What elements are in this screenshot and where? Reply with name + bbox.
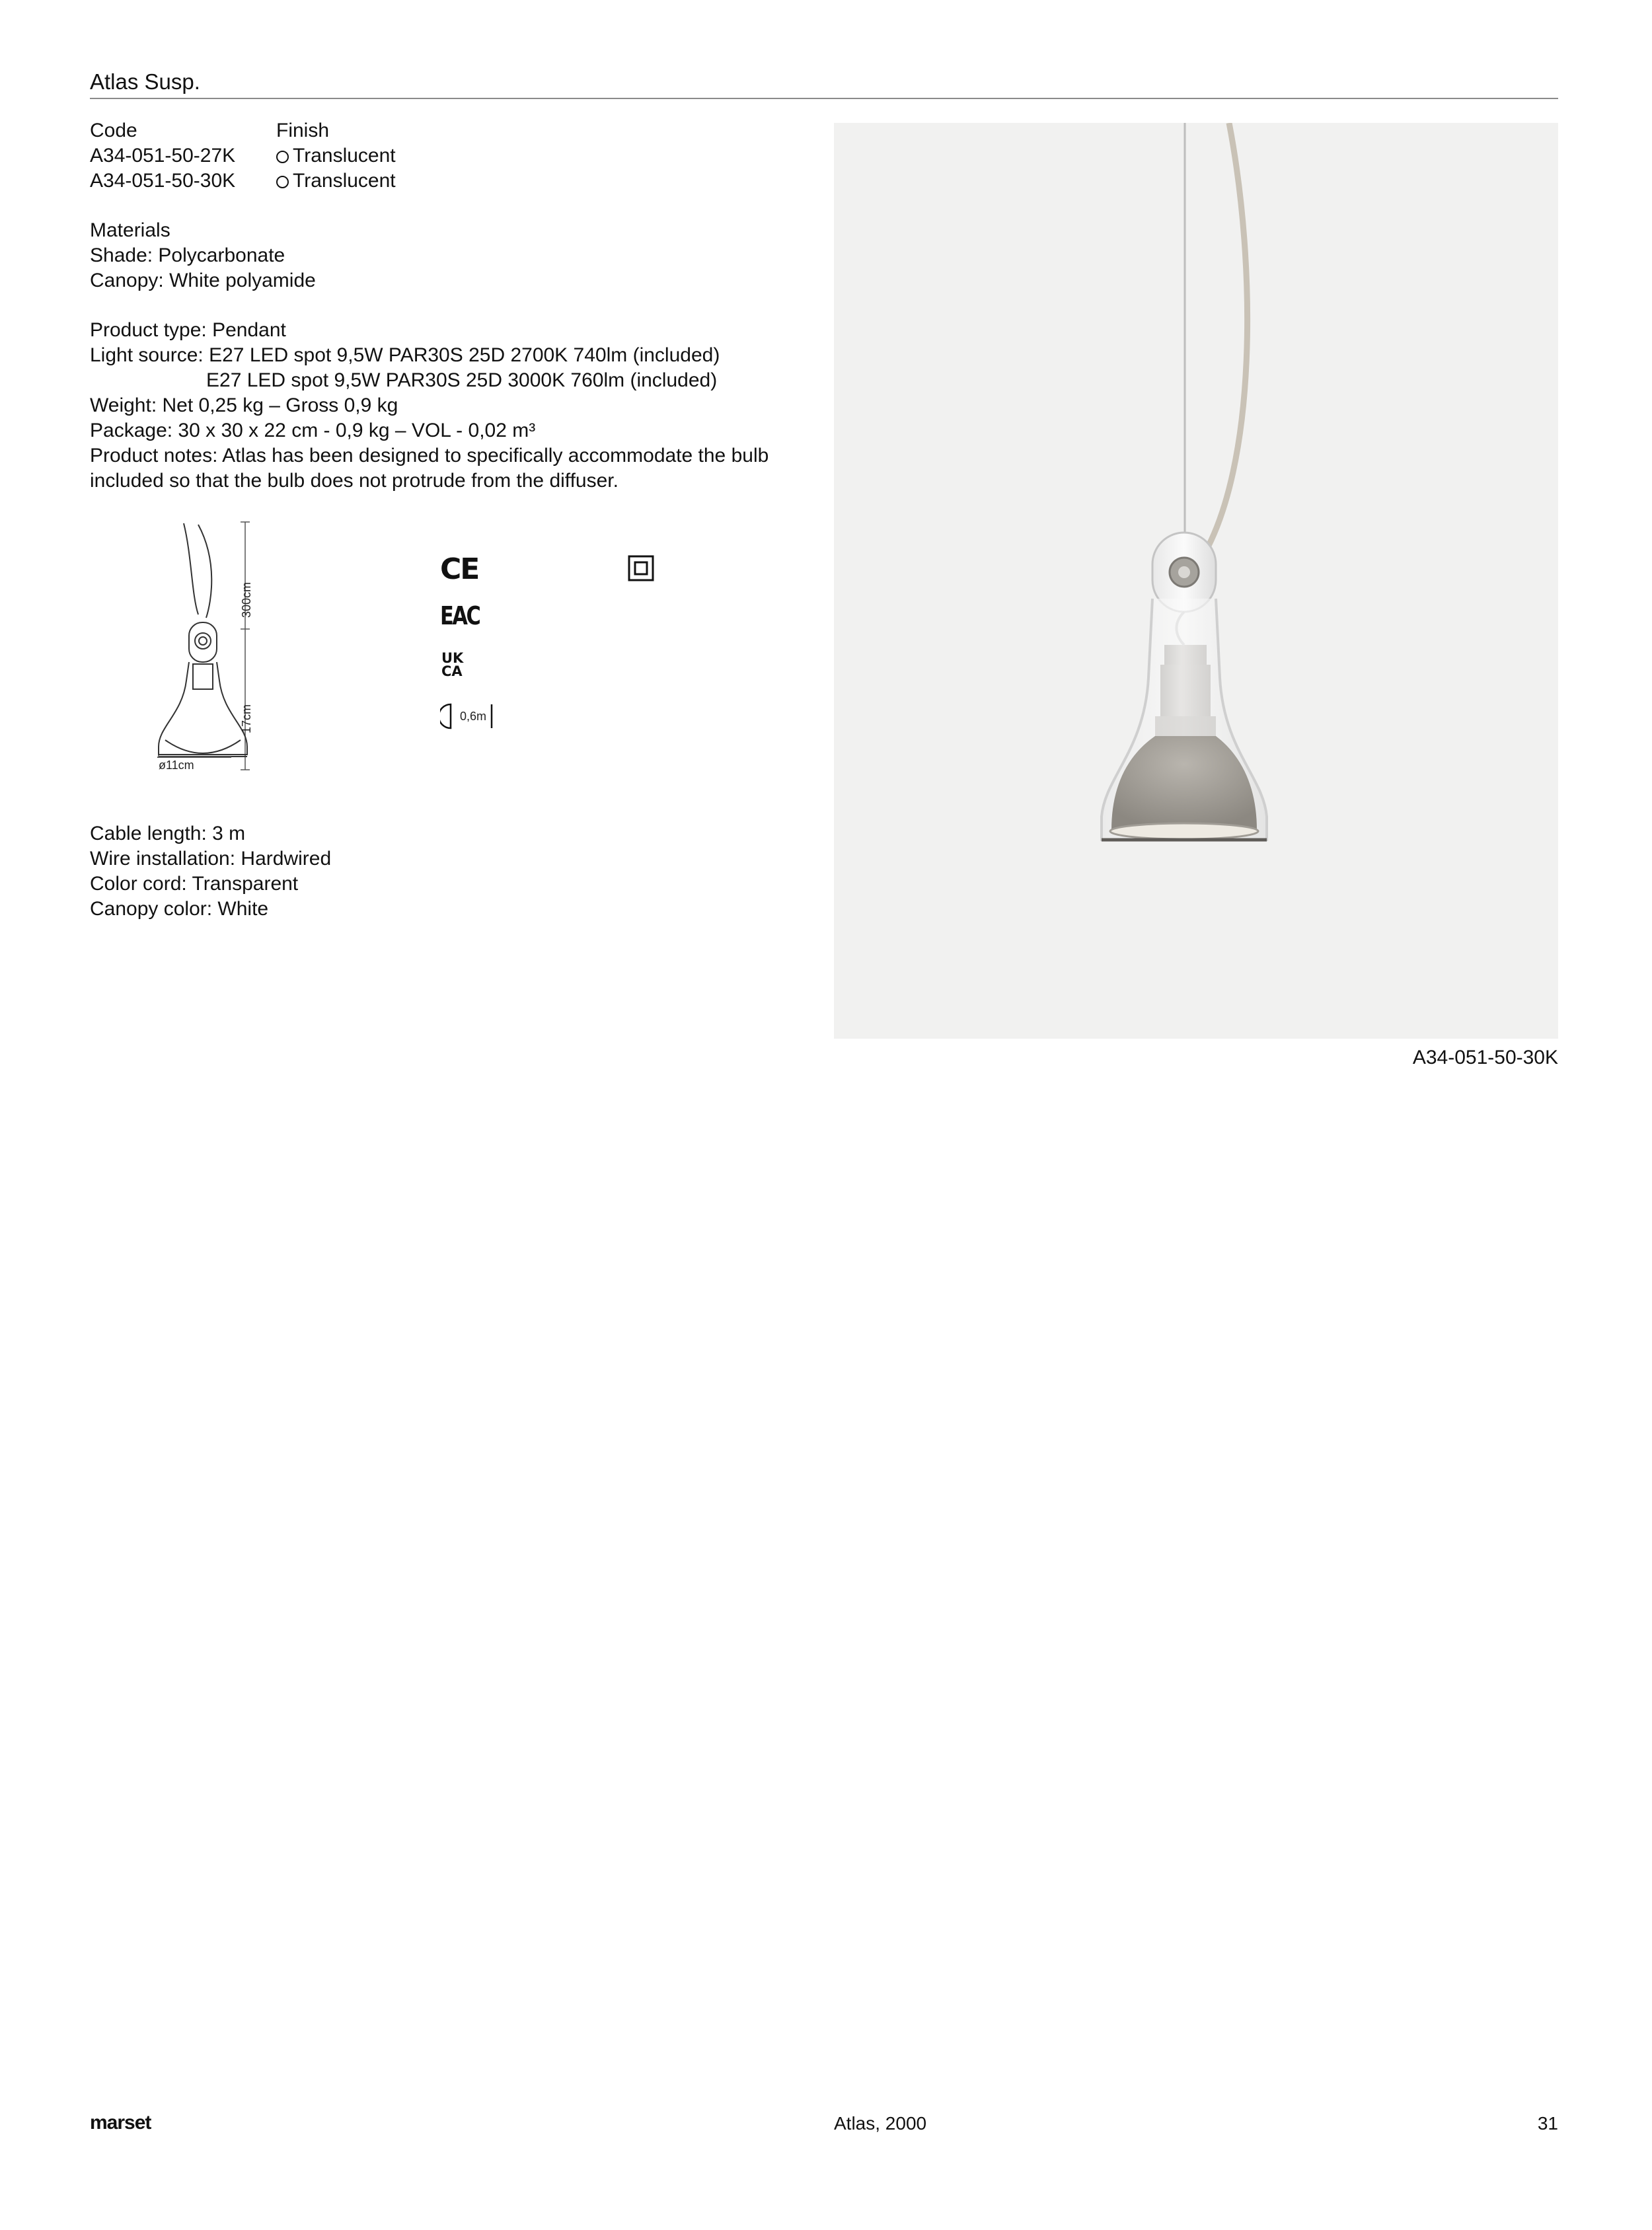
- canopy-color: Canopy color: White: [90, 898, 269, 920]
- finish-name: Translucent: [293, 170, 396, 192]
- materials-heading: Materials: [90, 219, 170, 241]
- materials-canopy: Canopy: White polyamide: [90, 270, 316, 291]
- eac-mark-icon: EAC: [440, 601, 480, 630]
- product-code: A34-051-50-27K: [90, 145, 236, 167]
- pendant-lamp-image: [834, 123, 1558, 1039]
- installation-section: [90, 821, 331, 922]
- brand-logo: marset: [90, 2112, 151, 2134]
- finish-name: Translucent: [293, 145, 396, 167]
- code-finish-table: [90, 118, 396, 194]
- technical-drawing: [145, 515, 304, 780]
- title-divider: [90, 98, 1558, 99]
- table-row: [90, 143, 396, 168]
- diameter-line: [157, 757, 231, 758]
- finish-header: Finish: [276, 120, 330, 141]
- cable-height-label: 300cm: [240, 581, 253, 618]
- ukca-mark-icon: [441, 651, 463, 678]
- collection-year: Atlas, 2000: [834, 2113, 927, 2134]
- lamp-outline-icon: [145, 515, 304, 780]
- package: Package: 30 x 30 x 22 cm - 0,9 kg – VOL - 0,02 m³: [90, 420, 536, 441]
- specs-section: [90, 318, 769, 494]
- product-type: Product type: Pendant: [90, 319, 286, 341]
- weight: Weight: Net 0,25 kg – Gross 0,9 kg: [90, 394, 398, 416]
- page-title: Atlas Susp.: [90, 69, 200, 94]
- diameter-label: ø11cm: [159, 759, 194, 772]
- photo-caption: A34-051-50-30K: [1412, 1047, 1558, 1068]
- color-cord: Color cord: Transparent: [90, 873, 299, 895]
- double-insulation-icon: [628, 555, 654, 581]
- lamp-height-label: 17cm: [240, 704, 253, 733]
- materials-section: [90, 218, 316, 293]
- product-code: A34-051-50-30K: [90, 170, 236, 192]
- code-header: Code: [90, 120, 137, 141]
- light-source-2: E27 LED spot 9,5W PAR30S 25D 3000K 760lm (included): [206, 369, 718, 391]
- product-notes-1: Product notes: Atlas has been designed to specifically accommodate the bulb: [90, 445, 769, 466]
- product-photo: [834, 123, 1558, 1039]
- finish-swatch-icon: [276, 176, 289, 188]
- table-header: [90, 118, 396, 143]
- ce-mark-icon: CE: [440, 552, 479, 586]
- ukca-bottom: CA: [441, 663, 463, 679]
- ukca-top: UK: [441, 650, 464, 666]
- materials-shade: Shade: Polycarbonate: [90, 244, 285, 266]
- wire-installation: Wire installation: Hardwired: [90, 848, 332, 870]
- cable-length: Cable length: 3 m: [90, 823, 246, 844]
- product-notes-2: included so that the bulb does not protrude from the diffuser.: [90, 470, 619, 492]
- light-source-1: Light source: E27 LED spot 9,5W PAR30S 25D 2700K 740lm (included): [90, 344, 720, 366]
- page-number: 31: [1537, 2113, 1558, 2134]
- minimum-distance-label: 0,6m: [460, 710, 487, 723]
- finish-swatch-icon: [276, 151, 289, 163]
- table-row: [90, 168, 396, 194]
